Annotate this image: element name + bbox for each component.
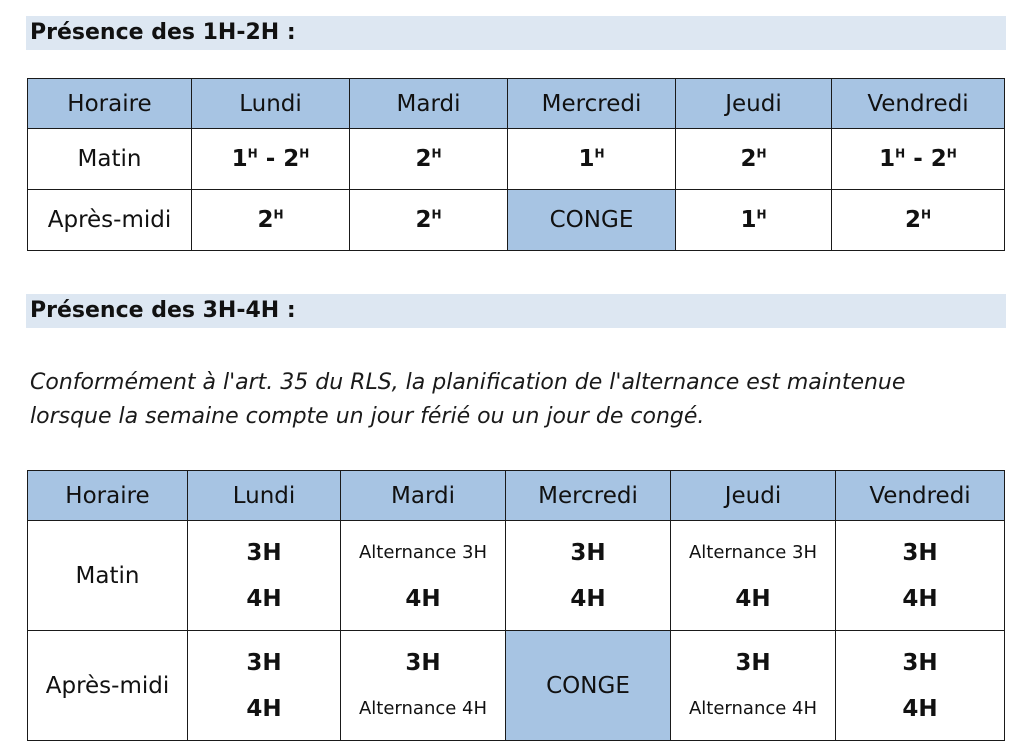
section-title-3h-4h: Présence des 3H-4H : xyxy=(26,294,1006,328)
row-label-matin: Matin xyxy=(28,129,192,190)
table-row-matin xyxy=(28,521,1005,631)
cell-apres-midi-mercredi-conge: CONGE xyxy=(506,631,671,741)
cell-apres-midi-lundi: $2^H$ xyxy=(192,190,350,251)
table-row-apres-midi xyxy=(28,190,1005,251)
cell-apres-midi-mardi: $2^H$ xyxy=(350,190,508,251)
cell-matin-vendredi: 3H 4H xyxy=(836,521,1005,631)
header-vendredi: Vendredi xyxy=(836,471,1005,521)
header-lundi: Lundi xyxy=(188,471,341,521)
cell-matin-mercredi: 3H 4H xyxy=(506,521,671,631)
cell-apres-midi-jeudi: $1^H$ xyxy=(676,190,832,251)
cell-matin-vendredi: $1^H - 2^H$ xyxy=(832,129,1005,190)
cell-matin-mardi: $2^H$ xyxy=(350,129,508,190)
cell-apres-midi-vendredi: $2^H$ xyxy=(832,190,1005,251)
section-title-1h-2h: Présence des 1H-2H : xyxy=(26,16,1006,50)
cell-apres-midi-jeudi: 3H Alternance 4H xyxy=(671,631,836,741)
cell-apres-midi-mardi: 3H Alternance 4H xyxy=(341,631,506,741)
header-horaire: Horaire xyxy=(28,471,188,521)
row-label-matin: Matin xyxy=(28,521,188,631)
header-mardi: Mardi xyxy=(341,471,506,521)
header-horaire: Horaire xyxy=(28,79,192,129)
row-label-apres-midi: Après-midi xyxy=(28,631,188,741)
header-mardi: Mardi xyxy=(350,79,508,129)
cell-matin-jeudi: $2^H$ xyxy=(676,129,832,190)
cell-apres-midi-mercredi-conge: CONGE xyxy=(508,190,676,251)
cell-matin-lundi: $1^H - 2^H$ xyxy=(192,129,350,190)
row-label-apres-midi: Après-midi xyxy=(28,190,192,251)
table-header-row xyxy=(28,471,1005,521)
cell-apres-midi-vendredi: 3H 4H xyxy=(836,631,1005,741)
header-mercredi: Mercredi xyxy=(506,471,671,521)
header-vendredi: Vendredi xyxy=(832,79,1005,129)
cell-apres-midi-lundi: 3H 4H xyxy=(188,631,341,741)
table-row-matin xyxy=(28,129,1005,190)
header-lundi: Lundi xyxy=(192,79,350,129)
cell-matin-lundi: 3H 4H xyxy=(188,521,341,631)
cell-matin-mercredi: $1^H$ xyxy=(508,129,676,190)
alternance-note: Conformément à l'art. 35 du RLS, la planification de l'alternance est maintenue lorsque la semaine compte un jour férié ou un jour de congé. xyxy=(30,370,906,429)
cell-matin-mardi: Alternance 3H 4H xyxy=(341,521,506,631)
header-mercredi: Mercredi xyxy=(508,79,676,129)
header-jeudi: Jeudi xyxy=(671,471,836,521)
cell-matin-jeudi: Alternance 3H 4H xyxy=(671,521,836,631)
schedule-table-3h-4h xyxy=(27,470,1005,741)
table-row-apres-midi xyxy=(28,631,1005,741)
schedule-table-1h-2h xyxy=(27,78,1005,251)
header-jeudi: Jeudi xyxy=(676,79,832,129)
table-header-row xyxy=(28,79,1005,129)
